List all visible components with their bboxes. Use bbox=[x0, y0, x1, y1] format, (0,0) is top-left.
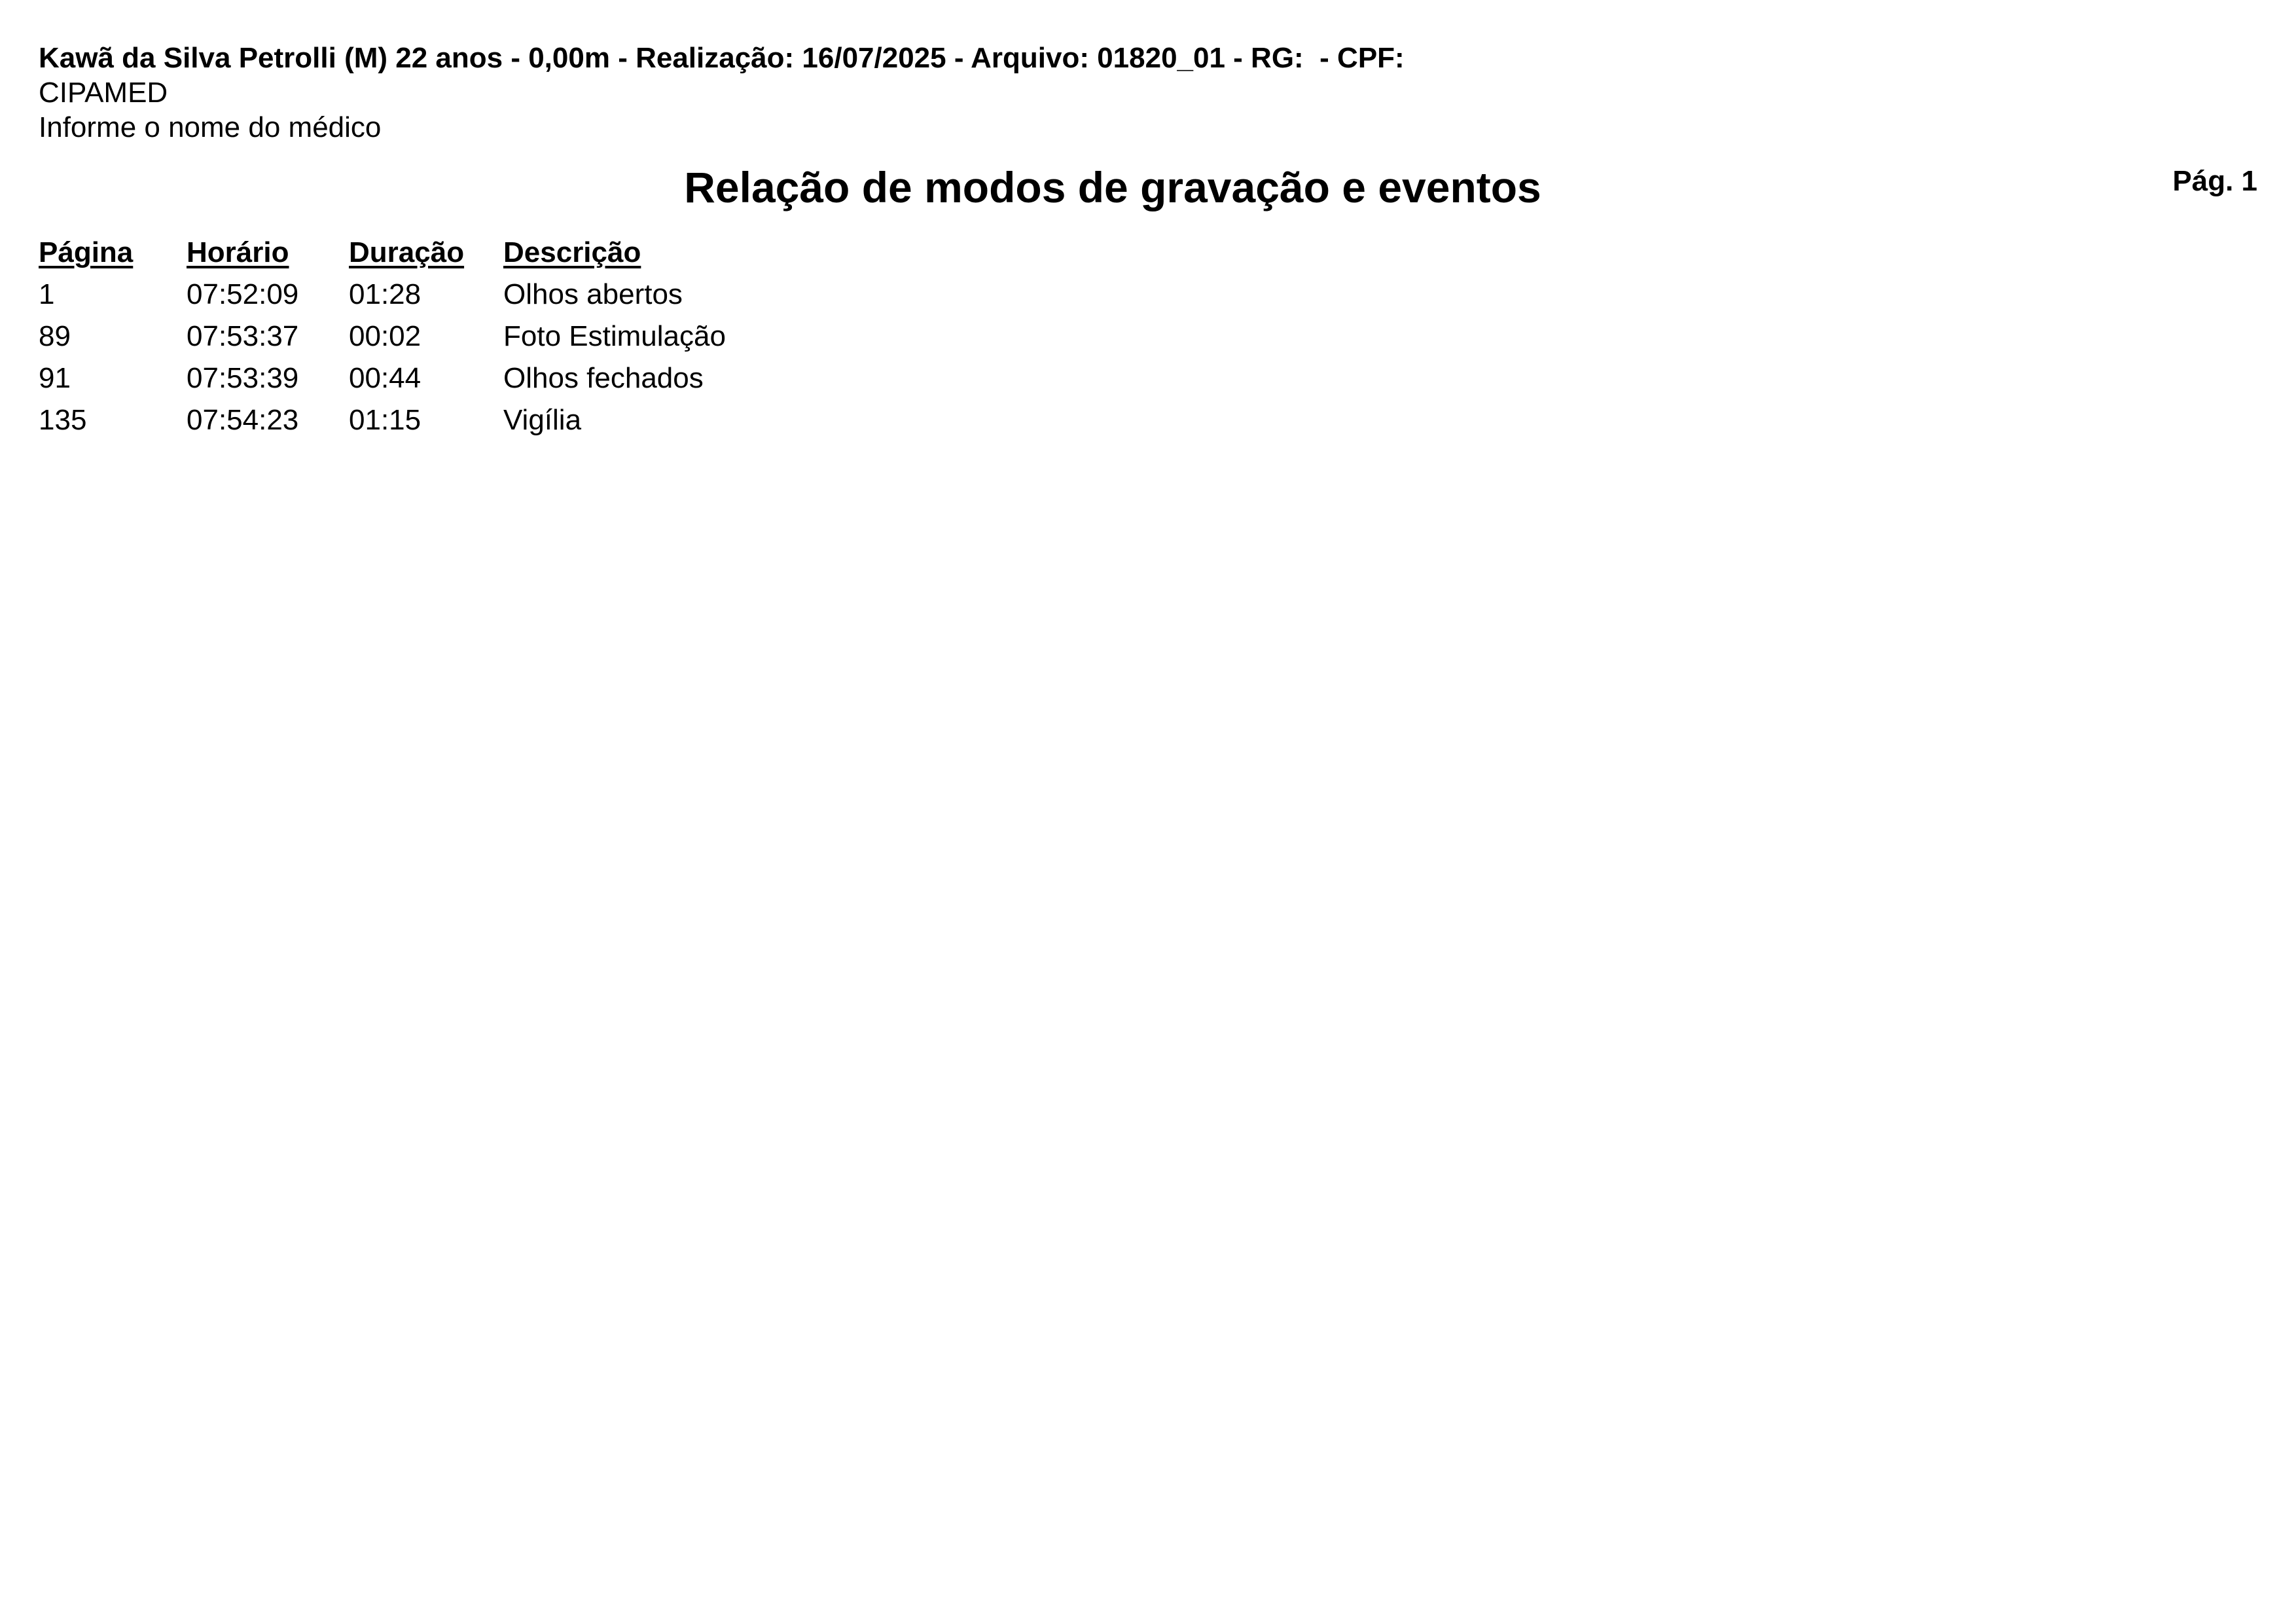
column-header-time: Horário bbox=[187, 236, 289, 268]
column-header-description: Descrição bbox=[503, 236, 641, 268]
cell-description: Olhos abertos bbox=[503, 278, 683, 310]
doctor-name: Informe o nome do médico bbox=[39, 111, 382, 143]
cell-time: 07:53:37 bbox=[187, 320, 299, 352]
report-title: Relação de modos de gravação e eventos bbox=[684, 163, 1541, 211]
cell-duration: 00:02 bbox=[349, 320, 422, 352]
column-header-page: Página bbox=[39, 236, 134, 268]
cell-duration: 01:15 bbox=[349, 404, 422, 436]
cell-description: Foto Estimulação bbox=[503, 320, 726, 352]
cell-page: 135 bbox=[39, 404, 87, 436]
patient-info-line: Kawã da Silva Petrolli (M) 22 anos - 0,00m - Realização: 16/07/2025 - Arquivo: 01820_01 - RG: - CPF: bbox=[39, 42, 1405, 74]
cell-description: Olhos fechados bbox=[503, 362, 704, 394]
cell-page: 1 bbox=[39, 278, 55, 310]
report-header bbox=[39, 41, 1405, 145]
cell-duration: 00:44 bbox=[349, 362, 422, 394]
cell-page: 91 bbox=[39, 362, 71, 394]
cell-time: 07:54:23 bbox=[187, 404, 299, 436]
column-header-duration: Duração bbox=[349, 236, 465, 268]
cell-duration: 01:28 bbox=[349, 278, 422, 310]
cell-time: 07:52:09 bbox=[187, 278, 299, 310]
cell-page: 89 bbox=[39, 320, 71, 352]
clinic-name: CIPAMED bbox=[39, 77, 168, 109]
cell-time: 07:53:39 bbox=[187, 362, 299, 394]
page-number: Pág. 1 bbox=[2172, 165, 2257, 197]
cell-description: Vigília bbox=[503, 404, 582, 436]
